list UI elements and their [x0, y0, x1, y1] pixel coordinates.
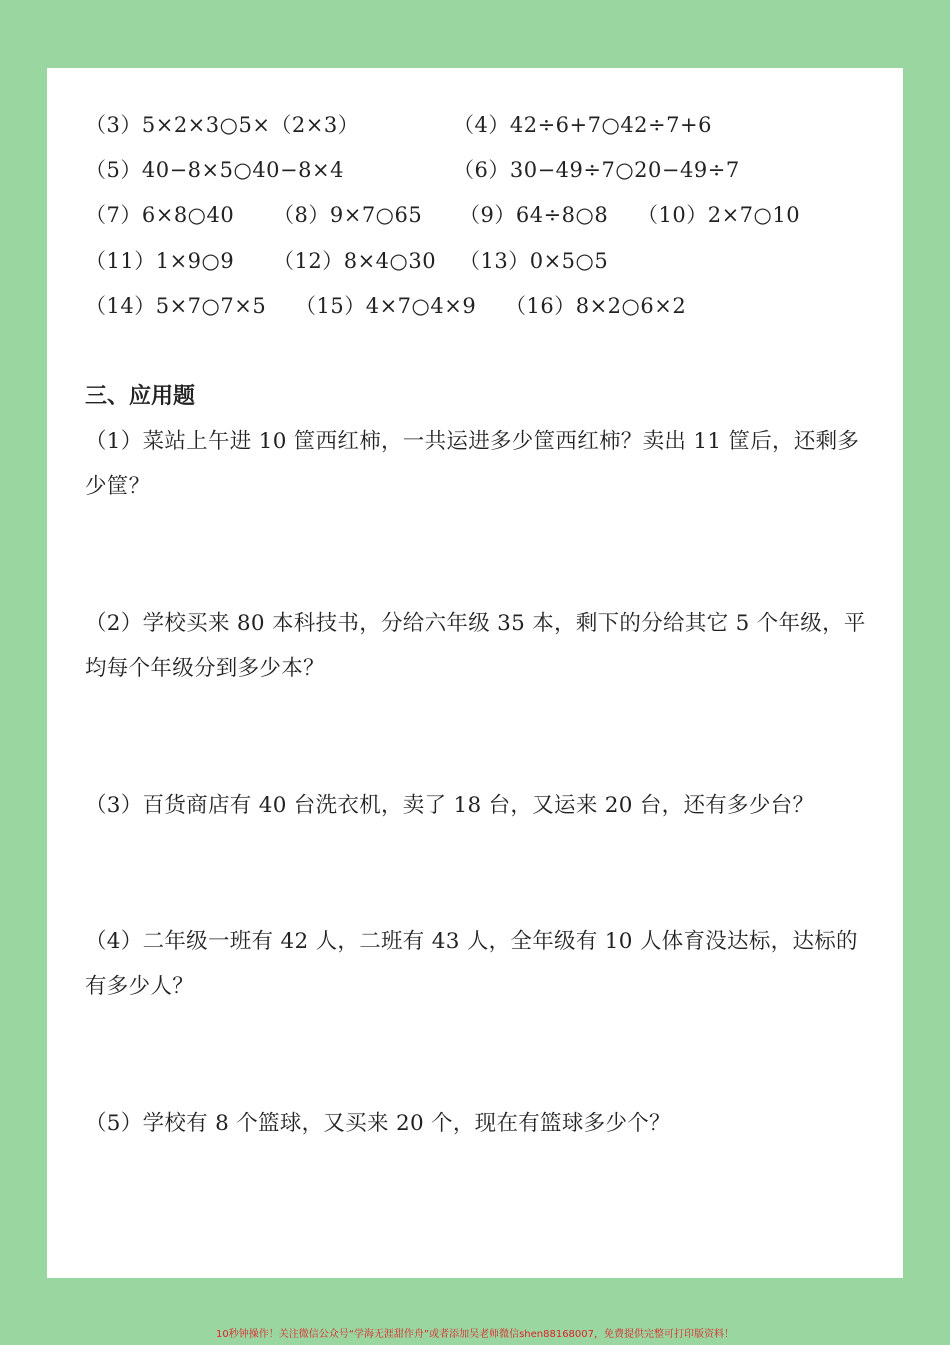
- comparison-item: （14）5×7○7×5: [85, 294, 267, 318]
- footer-notice: 10秒钟操作！关注微信公众号“学海无涯甜作舟”或者添加吴老师微信shen88168007，免费提供完整可打印版资料！: [215, 1329, 735, 1340]
- comparison-item: （5）40−8×5○40−8×4: [85, 158, 344, 182]
- word-problem-4: （4）二年级一班有 42 人，二班有 43 人，全年级有 10 人体育没达标，达标的有多少人？: [85, 929, 858, 999]
- comparison-item: （11）1×9○9: [85, 249, 235, 273]
- comparison-item: （12）8×4○30: [273, 249, 437, 273]
- word-problem-3: （3）百货商店有 40 台洗衣机，卖了 18 台，又运来 20 台，还有多少台？: [85, 793, 815, 818]
- comparison-item: （9）64÷8○8: [459, 203, 609, 227]
- comparison-item: （13）0×5○5: [459, 249, 609, 273]
- comparison-item: （15）4×7○4×9: [295, 294, 477, 318]
- word-problem-5: （5）学校有 8 个篮球，又买来 20 个，现在有篮球多少个？: [85, 1111, 671, 1136]
- comparison-item: （8）9×7○65: [273, 203, 423, 227]
- worksheet-page: [47, 68, 903, 1278]
- word-problem-1: （1）菜站上午进 10 筐西红柿，一共运进多少筐西红柿？卖出 11 筐后，还剩多少筐？: [85, 429, 860, 499]
- comparison-item: （10）2×7○10: [637, 203, 801, 227]
- word-problem-2: （2）学校买来 80 本科技书，分给六年级 35 本，剩下的分给其它 5 个年级，平均每个年级分到多少本？: [85, 611, 866, 681]
- comparison-item: （7）6×8○40: [85, 203, 235, 227]
- comparison-item: （16）8×2○6×2: [505, 294, 687, 318]
- comparison-item: （3）5×2×3○5×（2×3）: [85, 113, 360, 137]
- comparison-item: （6）30−49÷7○20−49÷7: [453, 158, 740, 182]
- section-title: 三、应用题: [85, 384, 196, 409]
- comparison-item: （4）42÷6+7○42÷7+6: [453, 113, 712, 137]
